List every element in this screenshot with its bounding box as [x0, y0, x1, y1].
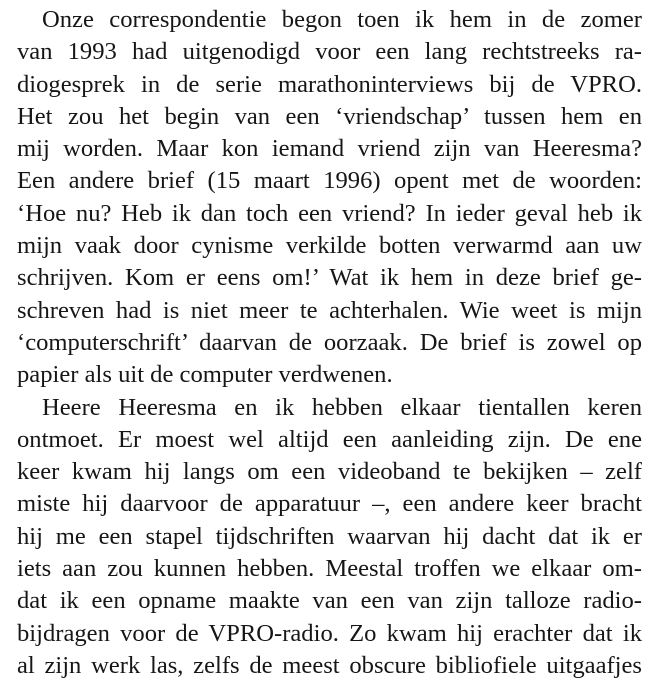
text-line: mij worden. Maar kon iemand vriend zijn van Heeresma?	[17, 135, 642, 163]
text-line: hij me een stapel tijdschriften waarvan hij dacht dat ik er	[17, 522, 642, 550]
text-line: Het zou het begin van een ‘vriendschap’ tussen hem en	[17, 102, 642, 130]
text-line: miste hij daarvoor de apparatuur –, een andere keer bracht	[17, 490, 642, 518]
text-line: bijdragen voor de VPRO-radio. Zo kwam hij erachter dat ik	[17, 619, 642, 647]
text-line: ontmoet. Er moest wel altijd een aanleiding zijn. De ene	[17, 425, 642, 453]
paragraph-1	[17, 4, 642, 392]
text-line: iets aan zou kunnen hebben. Meestal troffen we elkaar om-	[17, 555, 642, 583]
text-line: van 1993 had uitgenodigd voor een lang rechtstreeks ra-	[17, 38, 642, 66]
text-line: keer kwam hij langs om een videoband te bekijken – zelf	[17, 458, 642, 486]
text-line: schreven had is niet meer te achterhalen. Wie weet is mijn	[17, 296, 642, 324]
text-line: al zijn werk las, zelfs de meest obscure bibliofiele uitgaafjes	[17, 651, 642, 679]
text-line: Een andere brief (15 maart 1996) opent met de woorden:	[17, 167, 642, 195]
text-line: ‘Hoe nu? Heb ik dan toch een vriend? In ieder geval heb ik	[17, 199, 642, 227]
text-line: Onze correspondentie begon toen ik hem in de zomer	[42, 6, 642, 33]
paragraph-2	[17, 392, 642, 682]
text-line: diogesprek in de serie marathoninterviews bij de VPRO.	[17, 70, 642, 98]
body-text	[17, 4, 642, 682]
text-line: papier als uit de computer verdwenen.	[17, 361, 393, 389]
text-line: schrijven. Kom er eens om!’ Wat ik hem in deze brief ge-	[17, 264, 642, 292]
text-line: ‘computerschrift’ daarvan de oorzaak. De brief is zowel op	[17, 328, 642, 356]
text-line: mijn vaak door cynisme verkilde botten verwarmd aan uw	[17, 232, 642, 260]
text-line: Heere Heeresma en ik hebben elkaar tientallen keren	[42, 393, 642, 421]
text-line: dat ik een opname maakte van een van zijn talloze radio-	[17, 587, 642, 615]
